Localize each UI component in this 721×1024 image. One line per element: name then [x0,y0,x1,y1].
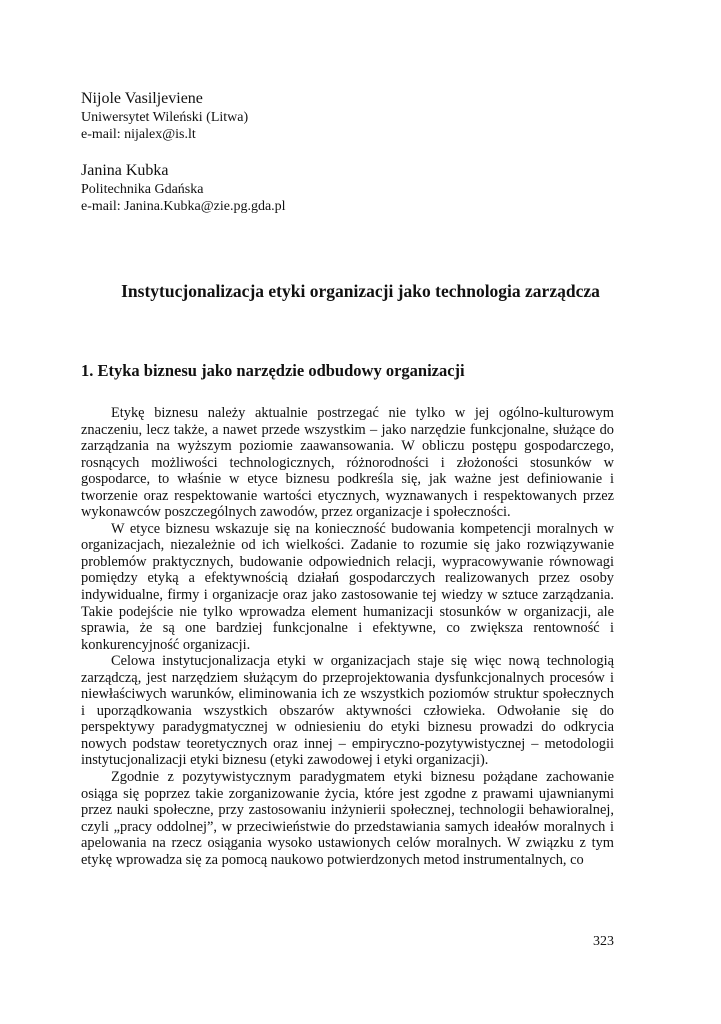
paragraph: Zgodnie z pozytywistycznym paradygmatem etyki biznesu pożądane zachowanie osiąga się poprzez takie zorganizowanie życia, które jest zgodne z prawami ujawnianymi przez nauki społeczne, przy zastosowaniu inżynierii społecznej, technologii behawioralnej, czyli „pracy oddolnej”, w przeciwieństwie do przedstawiania samych ideałów moralnych i apelowania na rzecz osiągania wysoko ustawionych celów moralnych. W związku z tym etykę wprowadza się za pomocą naukowo potwierdzonych metod instrumentalnych, co [81,769,614,868]
author-email: e-mail: Janina.Kubka@zie.pg.gda.pl [81,199,286,214]
paragraph: Etykę biznesu należy aktualnie postrzegać nie tylko w jej ogólno-kulturowym znaczeniu, lecz także, a nawet przede wszystkim – jako narzędzie funkcjonalne, służące do zarządzania na wyższym poziomie zaawansowania. W obliczu postępu gospodarczego, rosnących możliwości technologicznych, różnorodności i złożoności stosunków w gospodarce, to właśnie w etyce biznesu podkreśla się, jak ważne jest definiowanie i tworzenie oraz respektowanie wartości etycznych, wyznawanych i respektowanych przez wykonawców poszczególnych zawodów, przez organizacje i społeczności. [81,405,614,521]
author-affiliation: Uniwersytet Wileński (Litwa) [81,110,249,125]
section-body [81,405,614,868]
author-email: e-mail: nijalex@is.lt [81,127,196,142]
author-block-2 [81,161,286,215]
author-block-1 [81,89,248,143]
author-name: Janina Kubka [81,162,169,179]
page-number: 323 [593,934,614,949]
paper-title: Instytucjonalizacja etyki organizacji jako technologia zarządcza [121,281,600,301]
paragraph: W etyce biznesu wskazuje się na konieczność budowania kompetencji moralnych w organizacjach, niezależnie od ich wielkości. Zadanie to rozumie się jako rozwiązywanie problemów praktycznych, budowanie odpowiednich relacji, wypracowywanie równowagi pomiędzy etyką a efektywnością działań gospodarczych realizowanych przez osoby indywidualne, firmy i organizacje oraz jako zastosowanie tej wiedzy w sztuce zarządzania. Takie podejście nie tylko wprowadza element humanizacji stosunków w organizacji, ale sprawia, że są one bardziej funkcjonalne i efektywne, co zwiększa rentowność i konkurencyjność organizacji. [81,520,614,653]
author-name: Nijole Vasiljeviene [81,90,203,107]
paragraph: Celowa instytucjonalizacja etyki w organizacjach staje się więc nową technologią zarządczą, jest narzędziem służącym do przeprojektowania dysfunkcjonalnych procesów i niewłaściwych warunków, eliminowania ich ze wszystkich poziomów struktur społecznych i uporządkowania wszystkich obszarów aktywności człowieka. Odwołanie się do perspektywy paradygmatycznej w odniesieniu do etyki biznesu prowadzi do odkrycia nowych podstaw teoretycznych oraz innej – empiryczno-pozytywistycznej – metodologii instytucjonalizacji etyki biznesu (etyki zawodowej i etyki organizacji). [81,653,614,769]
author-affiliation: Politechnika Gdańska [81,182,204,197]
section-heading: 1. Etyka biznesu jako narzędzie odbudowy organizacji [81,361,465,380]
